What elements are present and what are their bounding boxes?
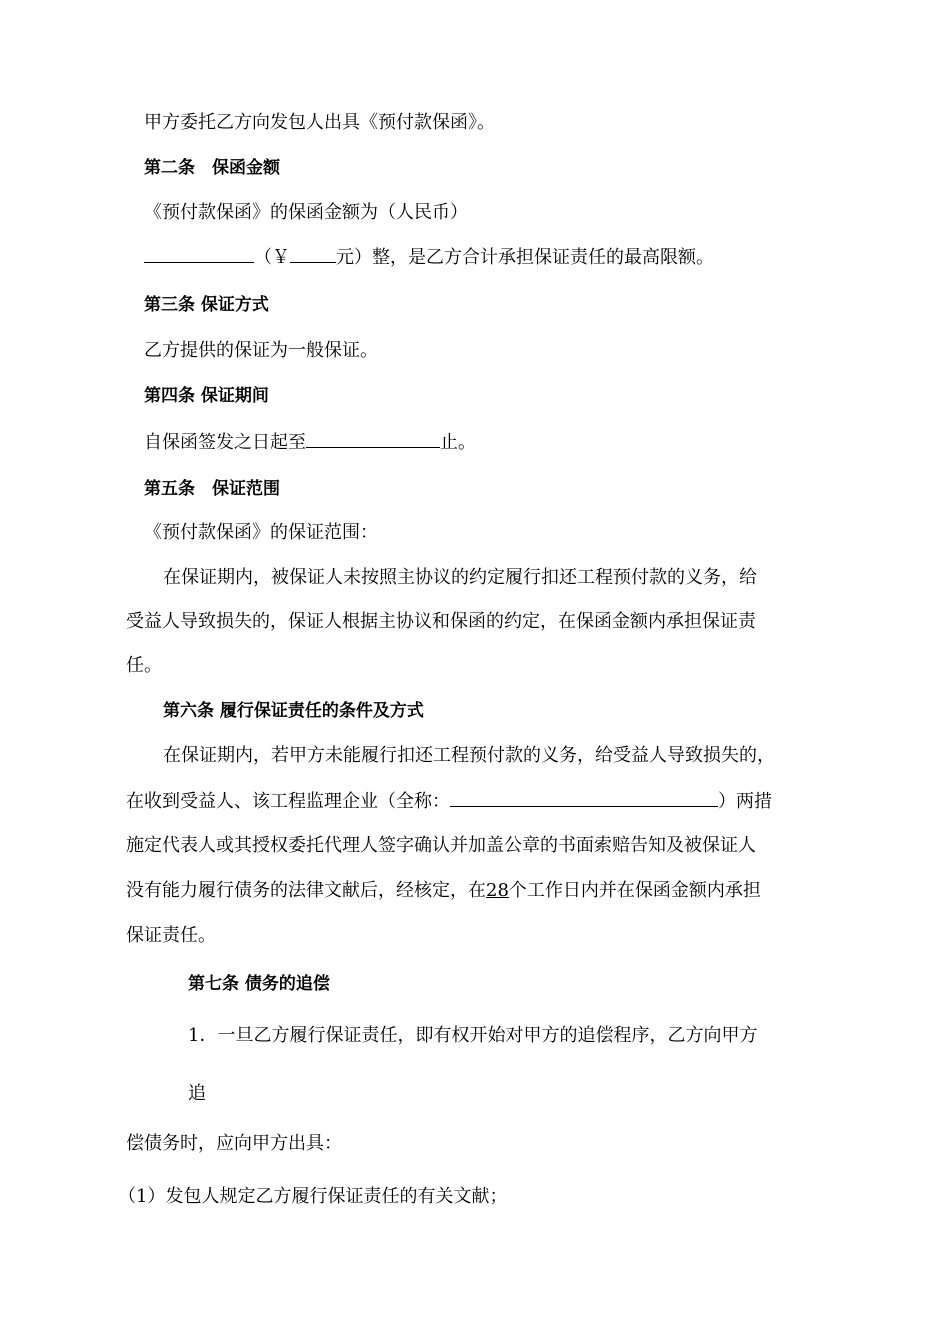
article-4-text: 自保函签发之日起至 止。 xyxy=(144,429,476,456)
article-5-scope-line-1: 在保证期内，被保证人未按照主协议的约定履行扣还工程预付款的义务，给 xyxy=(163,567,757,588)
article-5-scope-line-2: 受益人导致损失的，保证人根据主协议和保函的约定，在保函金额内承担保证责 xyxy=(126,611,756,632)
article-4-title: 第四条 保证期间 xyxy=(144,386,269,406)
article-6-line-1: 在保证期内，若甲方未能履行扣还工程预付款的义务，给受益人导致损失的， xyxy=(163,745,775,766)
supervisor-name-blank xyxy=(450,788,718,807)
article-5-scope-label: 《预付款保函》的保证范围： xyxy=(144,522,378,543)
article-7-item-1-line-3: 偿债务时，应向甲方出具： xyxy=(126,1133,342,1154)
article-2-title: 第二条 保函金额 xyxy=(144,158,280,178)
article-6-title: 第六条 履行保证责任的条件及方式 xyxy=(163,701,424,721)
paragraph-commission: 甲方委托乙方向发包人出具《预付款保函》。 xyxy=(144,112,495,133)
amount-figure-blank xyxy=(290,244,336,263)
article-2-amount-text: 《预付款保函》的保函金额为（人民币） xyxy=(144,202,468,223)
article-5-scope-line-3: 任。 xyxy=(126,655,162,676)
article-3-text: 乙方提供的保证为一般保证。 xyxy=(144,340,378,361)
article-6-line-4: 没有能力履行债务的法律文献后，经核定，在28个工作日内并在保函金额内承担 xyxy=(126,880,761,901)
article-5-title: 第五条 保证范围 xyxy=(144,479,280,499)
period-end-blank xyxy=(306,429,440,448)
article-7-title: 第七条 债务的追偿 xyxy=(188,974,330,994)
article-7-item-1-line-2: 追 xyxy=(188,1083,206,1104)
article-6-line-2: 在收到受益人、该工程监理企业（全称： ）两措 xyxy=(126,788,772,815)
article-7-subitem-1: （1）发包人规定乙方履行保证责任的有关文献； xyxy=(118,1186,508,1207)
article-2-amount-line: （￥ 元）整，是乙方合计承担保证责任的最高限额。 xyxy=(144,244,714,271)
working-days-value: 28 xyxy=(486,880,509,901)
article-6-line-3: 施定代表人或其授权委托代理人签字确认并加盖公章的书面索赔告知及被保证人 xyxy=(126,835,756,856)
article-6-line-5: 保证责任。 xyxy=(126,925,216,946)
amount-words-blank xyxy=(144,244,254,263)
article-3-title: 第三条 保证方式 xyxy=(144,295,269,315)
article-7-item-1-line-1: 1．一旦乙方履行保证责任，即有权开始对甲方的追偿程序，乙方向甲方 xyxy=(188,1025,758,1046)
